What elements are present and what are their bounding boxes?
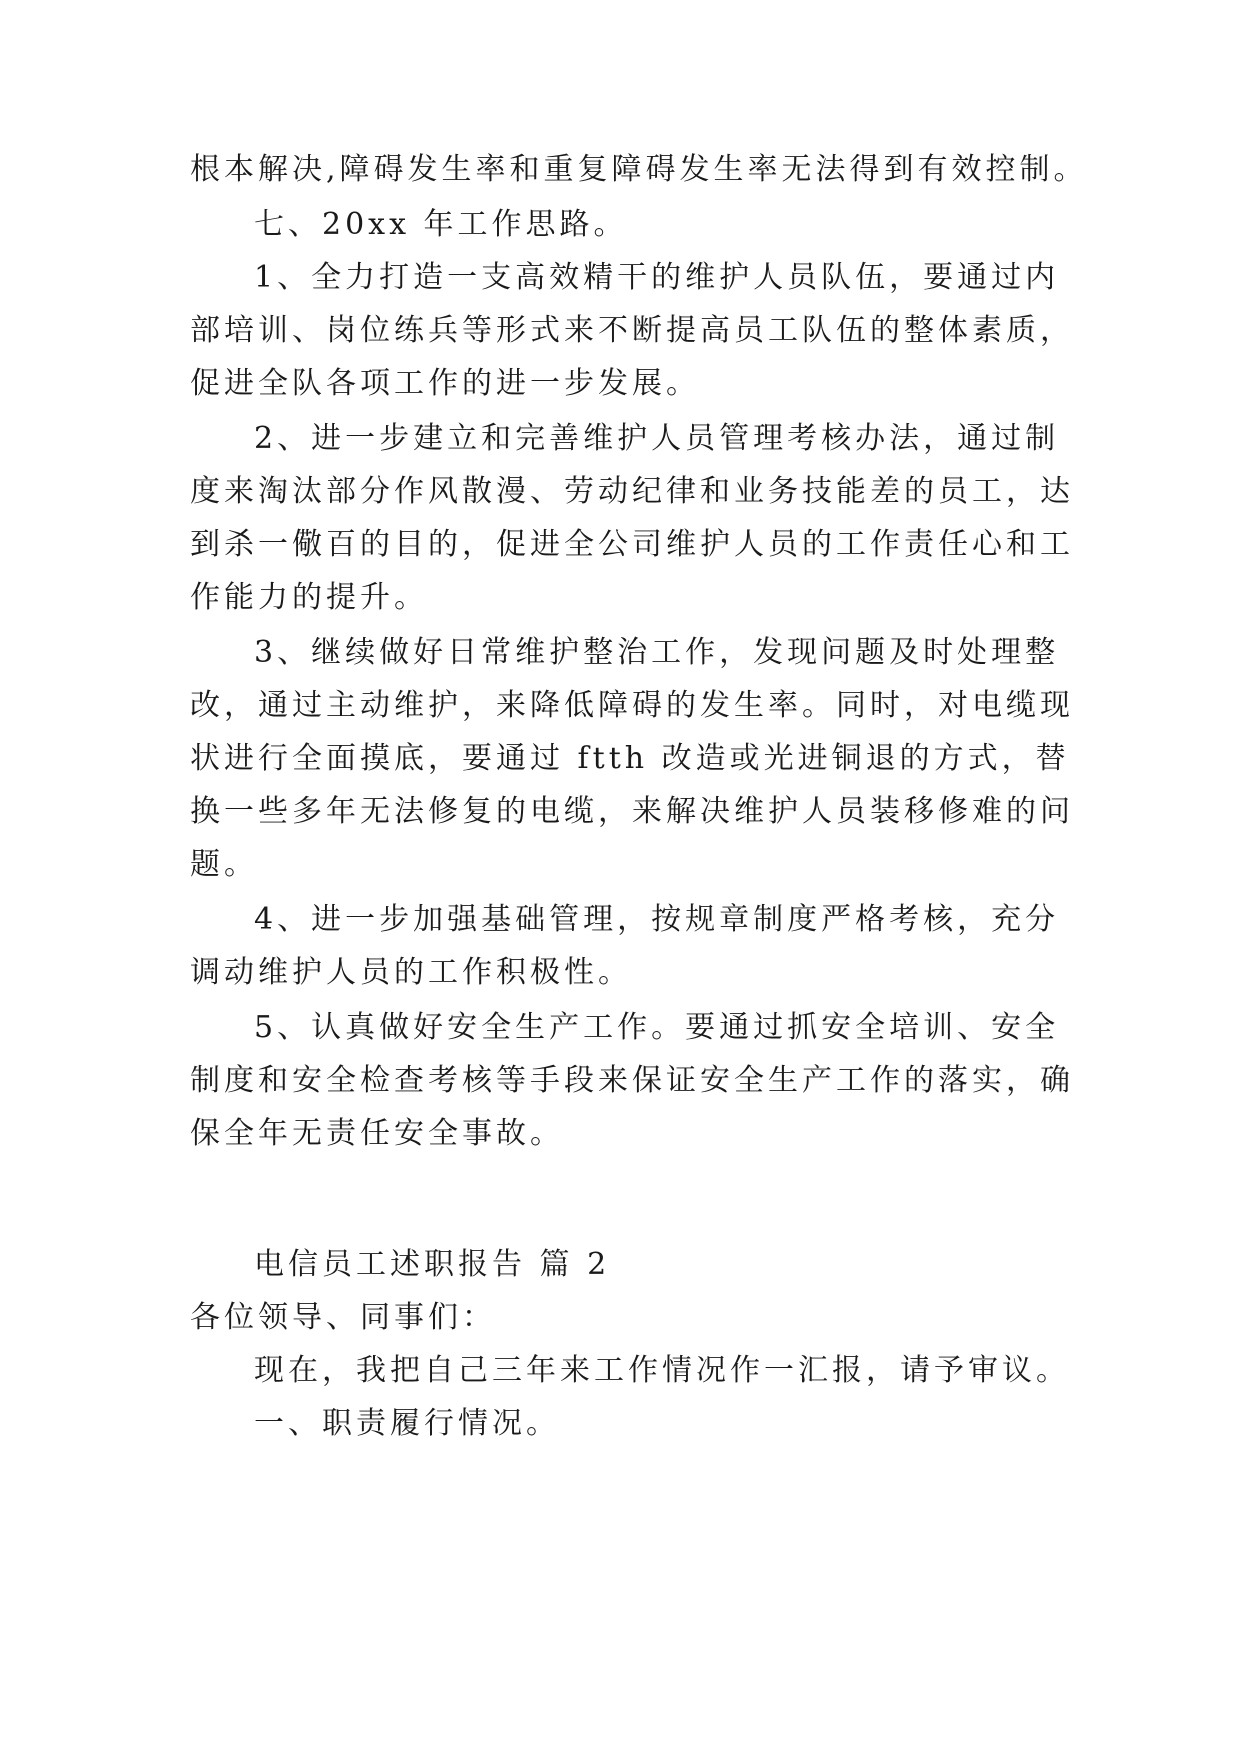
report-title: 电信员工述职报告 篇 2 (254, 1247, 611, 1282)
list-item-3-line: 换一些多年无法修复的电缆，来解决维护人员装移修难的问 (190, 794, 1074, 829)
intro-paragraph: 现在，我把自己三年来工作情况作一汇报，请予审议。 (254, 1353, 1070, 1388)
body-line: 根本解决,障碍发生率和重复障碍发生率无法得到有效控制。 (190, 152, 1088, 187)
list-item-5-line: 制度和安全检查考核等手段来保证安全生产工作的落实，确 (190, 1063, 1074, 1098)
list-item-1-line: 部培训、岗位练兵等形式来不断提高员工队伍的整体素质， (190, 313, 1074, 348)
list-item-3-line: 改，通过主动维护，来降低障碍的发生率。同时，对电缆现 (190, 688, 1074, 723)
list-item-3-line: 3、继续做好日常维护整治工作，发现问题及时处理整 (254, 635, 1060, 670)
section-heading: 一、职责履行情况。 (254, 1406, 560, 1441)
list-item-5-line: 保全年无责任安全事故。 (190, 1116, 564, 1151)
list-item-1-line: 1、全力打造一支高效精干的维护人员队伍，要通过内 (254, 260, 1060, 295)
list-item-4-line: 4、进一步加强基础管理，按规章制度严格考核，充分 (254, 902, 1060, 937)
list-item-2-line: 到杀一儆百的目的，促进全公司维护人员的工作责任心和工 (190, 527, 1074, 562)
list-item-3-line: 题。 (190, 847, 258, 882)
list-item-5-line: 5、认真做好安全生产工作。要通过抓安全培训、安全 (254, 1010, 1060, 1045)
list-item-2-line: 2、进一步建立和完善维护人员管理考核办法，通过制 (254, 421, 1060, 456)
list-item-1-line: 促进全队各项工作的进一步发展。 (190, 366, 700, 401)
list-item-3-line: 状进行全面摸底，要通过 ftth 改造或光进铜退的方式，替 (190, 741, 1070, 776)
list-item-2-line: 度来淘汰部分作风散漫、劳动纪律和业务技能差的员工，达 (190, 474, 1074, 509)
salutation: 各位领导、同事们： (190, 1300, 496, 1335)
section-heading: 七、20xx 年工作思路。 (254, 207, 628, 242)
list-item-4-line: 调动维护人员的工作积极性。 (190, 955, 632, 990)
list-item-2-line: 作能力的提升。 (190, 580, 428, 615)
